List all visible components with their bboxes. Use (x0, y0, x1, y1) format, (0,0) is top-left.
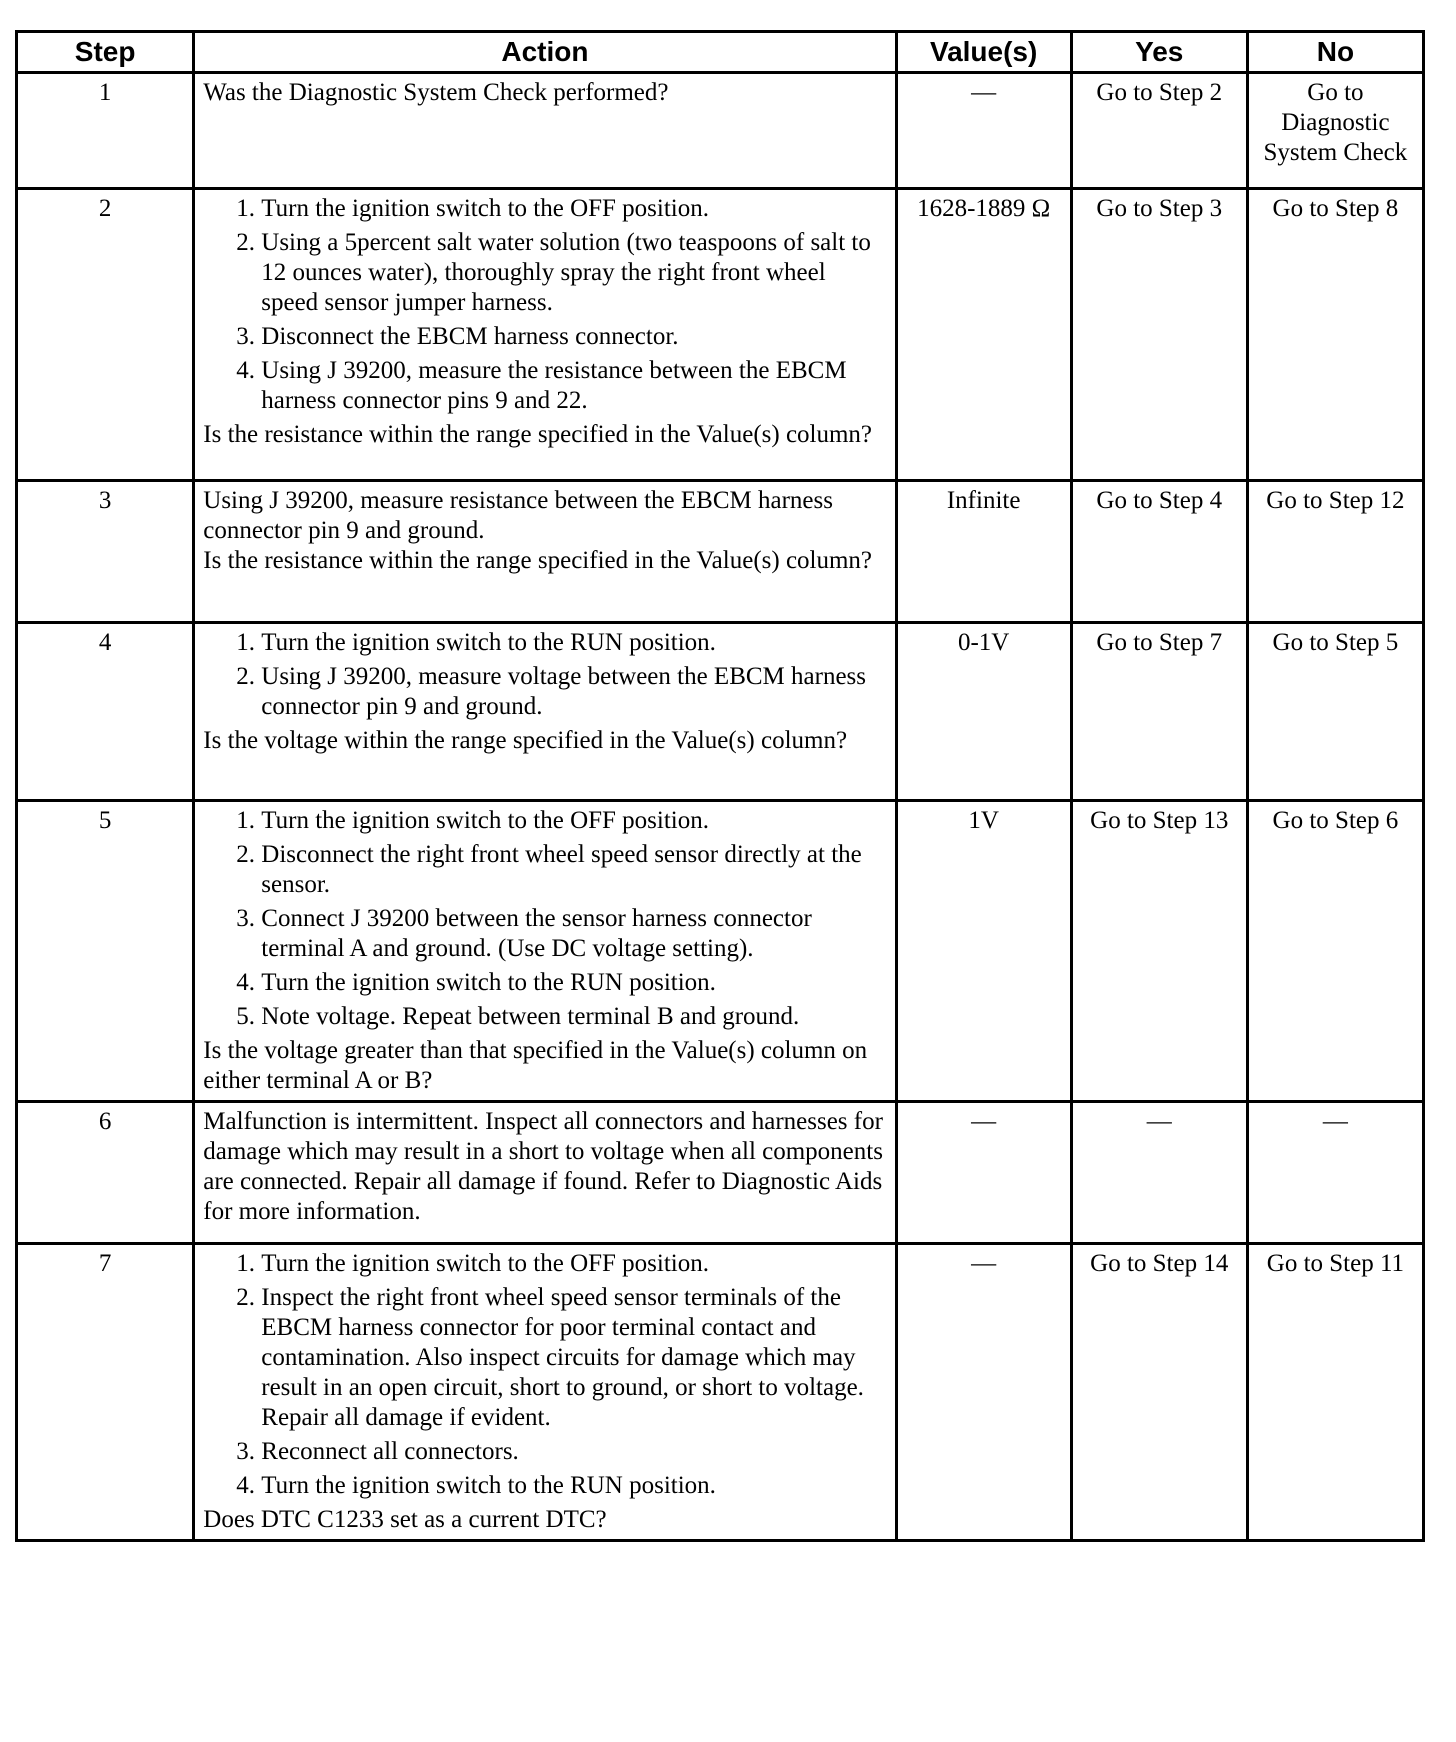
value-cell: 0-1V (896, 623, 1071, 801)
step-number: 1 (17, 73, 194, 189)
substep: 3. Reconnect all connectors. (261, 1437, 886, 1467)
step-number: 4 (17, 623, 194, 801)
substep: 2. Inspect the right front wheel speed sensor terminals of the EBCM harness connector for poor terminal contact and contamination. Also inspect circuits for damage which may result in an open circuit, short to ground, or short to voltage. Repair all damage if evident. (261, 1283, 886, 1433)
table-row (17, 623, 1424, 801)
substep: 2. Using J 39200, measure voltage between the EBCM harness connector pin 9 and ground. (261, 662, 886, 722)
table-header-row (17, 32, 1424, 73)
header-values: Value(s) (896, 32, 1071, 73)
no-cell: Go to Step 6 (1247, 801, 1423, 1102)
yes-cell: Go to Step 4 (1071, 481, 1247, 623)
substep: 2. Using a 5percent salt water solution (two teaspoons of salt to 12 ounces water), thoroughly spray the right front wheel speed sensor jumper harness. (261, 228, 886, 318)
table-row (17, 801, 1424, 1102)
no-cell: — (1247, 1102, 1423, 1244)
action-question: Is the voltage greater than that specified in the Value(s) column on either terminal A or B? (203, 1037, 868, 1094)
substep: 1. Turn the ignition switch to the OFF position. (261, 806, 886, 836)
action-cell (194, 1244, 896, 1541)
substep: 1. Turn the ignition switch to the RUN position. (261, 628, 886, 658)
action-text: Was the Diagnostic System Check performed? (203, 79, 669, 106)
yes-cell: — (1071, 1102, 1247, 1244)
substep-list (203, 194, 886, 416)
substep: 4. Using J 39200, measure the resistance between the EBCM harness connector pins 9 and 22. (261, 356, 886, 416)
step-number: 3 (17, 481, 194, 623)
table-row (17, 1102, 1424, 1244)
action-cell (194, 1102, 896, 1244)
substep: 4. Turn the ignition switch to the RUN position. (261, 1471, 886, 1501)
step-number: 2 (17, 189, 194, 481)
no-cell: Go to Step 12 (1247, 481, 1423, 623)
action-question: Is the resistance within the range specified in the Value(s) column? (203, 421, 873, 448)
action-question: Is the voltage within the range specified in the Value(s) column? (203, 727, 848, 754)
no-cell: Go to Step 8 (1247, 189, 1423, 481)
value-cell: — (896, 73, 1071, 189)
table-row (17, 1244, 1424, 1541)
value-cell: — (896, 1102, 1071, 1244)
step-number: 7 (17, 1244, 194, 1541)
yes-cell: Go to Step 2 (1071, 73, 1247, 189)
header-no: No (1247, 32, 1423, 73)
action-cell (194, 189, 896, 481)
no-cell: Go to Step 5 (1247, 623, 1423, 801)
substep-list (203, 628, 886, 722)
table-row (17, 189, 1424, 481)
diagnostic-table-page (15, 30, 1425, 1542)
substep-list (203, 806, 886, 1032)
step-number: 5 (17, 801, 194, 1102)
no-cell: Go to Step 11 (1247, 1244, 1423, 1541)
step-number: 6 (17, 1102, 194, 1244)
value-cell: Infinite (896, 481, 1071, 623)
substep: 1. Turn the ignition switch to the OFF position. (261, 1249, 886, 1279)
header-action: Action (194, 32, 896, 73)
substep: 2. Disconnect the right front wheel speed sensor directly at the sensor. (261, 840, 886, 900)
action-cell (194, 801, 896, 1102)
table-row (17, 73, 1424, 189)
yes-cell: Go to Step 14 (1071, 1244, 1247, 1541)
table-row (17, 481, 1424, 623)
substep: 1. Turn the ignition switch to the OFF position. (261, 194, 886, 224)
yes-cell: Go to Step 3 (1071, 189, 1247, 481)
substep: 5. Note voltage. Repeat between terminal B and ground. (261, 1002, 886, 1032)
yes-cell: Go to Step 13 (1071, 801, 1247, 1102)
header-yes: Yes (1071, 32, 1247, 73)
action-text: Using J 39200, measure resistance between the EBCM harness connector pin 9 and ground. (203, 487, 833, 544)
action-text: Malfunction is intermittent. Inspect all connectors and harnesses for damage which may result in a short to voltage when all components are connected. Repair all damage if found. Refer to Diagnostic Aids for more information. (203, 1108, 883, 1225)
yes-cell: Go to Step 7 (1071, 623, 1247, 801)
action-question: Does DTC C1233 set as a current DTC? (203, 1506, 607, 1533)
action-cell (194, 623, 896, 801)
substep-list (203, 1249, 886, 1501)
value-cell: — (896, 1244, 1071, 1541)
action-cell (194, 73, 896, 189)
value-cell: 1V (896, 801, 1071, 1102)
header-step: Step (17, 32, 194, 73)
action-cell (194, 481, 896, 623)
value-cell: 1628-1889 Ω (896, 189, 1071, 481)
action-question: Is the resistance within the range specified in the Value(s) column? (203, 547, 873, 574)
diagnostic-table (15, 30, 1425, 1542)
substep: 3. Connect J 39200 between the sensor harness connector terminal A and ground. (Use DC voltage setting). (261, 904, 886, 964)
no-cell: Go to Diagnostic System Check (1247, 73, 1423, 189)
substep: 3. Disconnect the EBCM harness connector. (261, 322, 886, 352)
substep: 4. Turn the ignition switch to the RUN position. (261, 968, 886, 998)
